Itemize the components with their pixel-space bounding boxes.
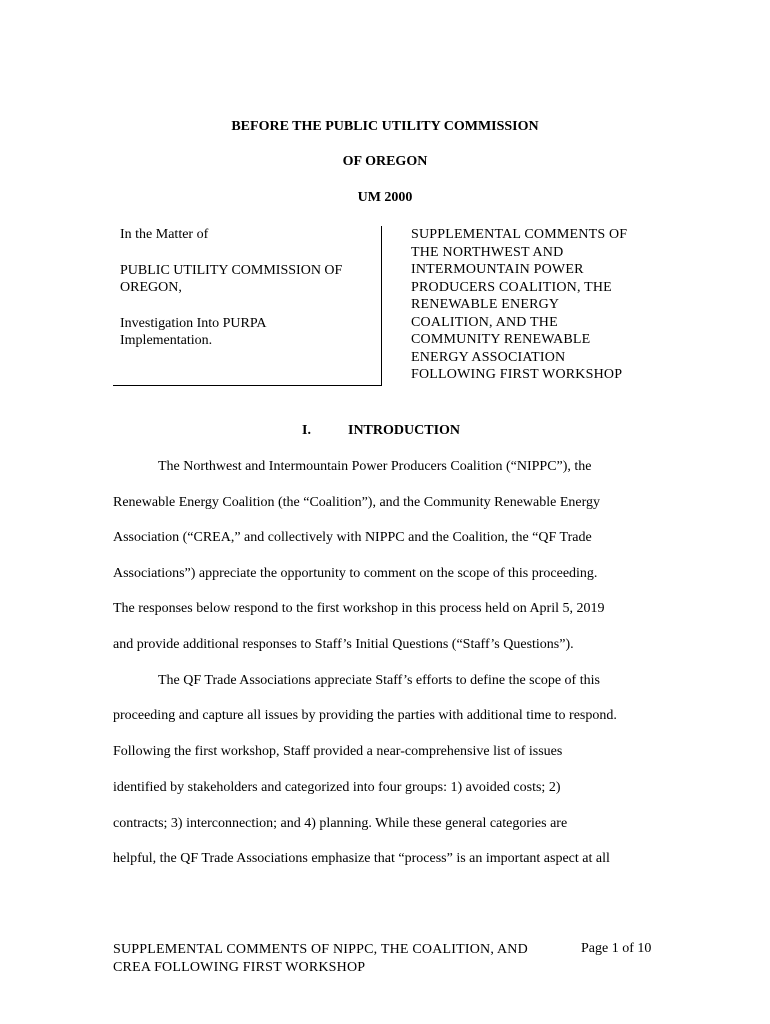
title-line: FOLLOWING FIRST WORKSHOP [411, 367, 623, 382]
page-footer [113, 941, 528, 977]
body-line: helpful, the QF Trade Associations emphasize that “process” is an important aspect at all [113, 851, 610, 866]
court-heading: BEFORE THE PUBLIC UTILITY COMMISSION [231, 119, 539, 134]
footer-line2: CREA FOLLOWING FIRST WORKSHOP [113, 960, 366, 975]
page-number: Page 1 of 10 [581, 941, 652, 956]
caption-party-line1: PUBLIC UTILITY COMMISSION OF [120, 262, 343, 278]
body-line: The Northwest and Intermountain Power Producers Coalition (“NIPPC”), the [158, 459, 592, 474]
footer-line1: SUPPLEMENTAL COMMENTS OF NIPPC, THE COALITION, AND [113, 942, 528, 957]
caption-matter: In the Matter of [120, 227, 209, 242]
body-line: contracts; 3) interconnection; and 4) planning. While these general categories are [113, 816, 568, 831]
body-line: proceeding and capture all issues by providing the parties with additional time to respond. [113, 708, 617, 723]
caption-subject-line1: Investigation Into PURPA [120, 315, 267, 331]
title-line: THE NORTHWEST AND [411, 244, 564, 260]
section-title: INTRODUCTION [348, 423, 461, 438]
body-line: Following the first workshop, Staff provided a near-comprehensive list of issues [113, 744, 563, 759]
title-line: SUPPLEMENTAL COMMENTS OF [411, 227, 628, 242]
caption-divider [381, 226, 382, 386]
body-line: identified by stakeholders and categorized into four groups: 1) avoided costs; 2) [113, 780, 561, 795]
body-line: and provide additional responses to Staff’s Initial Questions (“Staff’s Questions”). [113, 637, 574, 652]
title-line: PRODUCERS COALITION, THE [411, 279, 612, 295]
title-line: COALITION, AND THE [411, 314, 558, 330]
body-line: Renewable Energy Coalition (the “Coalition”), and the Community Renewable Energy [113, 495, 601, 510]
body-line: The QF Trade Associations appreciate Staff’s efforts to define the scope of this [158, 673, 600, 688]
body-line: The responses below respond to the first workshop in this process held on April 5, 2019 [113, 601, 605, 616]
jurisdiction-heading: OF OREGON [342, 154, 428, 169]
caption-subject-line2: Implementation. [120, 333, 213, 348]
title-line: ENERGY ASSOCIATION [411, 349, 566, 365]
document-title-block [411, 226, 681, 384]
section-number: I. [302, 423, 311, 438]
body-line: Association (“CREA,” and collectively with NIPPC and the Coalition, the “QF Trade [113, 530, 592, 545]
title-line: COMMUNITY RENEWABLE [411, 332, 591, 347]
caption-party-line2: OREGON, [120, 280, 182, 295]
docket-number: UM 2000 [357, 190, 413, 205]
body-line: Associations”) appreciate the opportunity to comment on the scope of this proceeding. [113, 566, 598, 581]
title-line: RENEWABLE ENERGY [411, 297, 560, 312]
caption-left [120, 226, 375, 350]
caption-underline [113, 385, 382, 386]
title-line: INTERMOUNTAIN POWER [411, 262, 584, 277]
